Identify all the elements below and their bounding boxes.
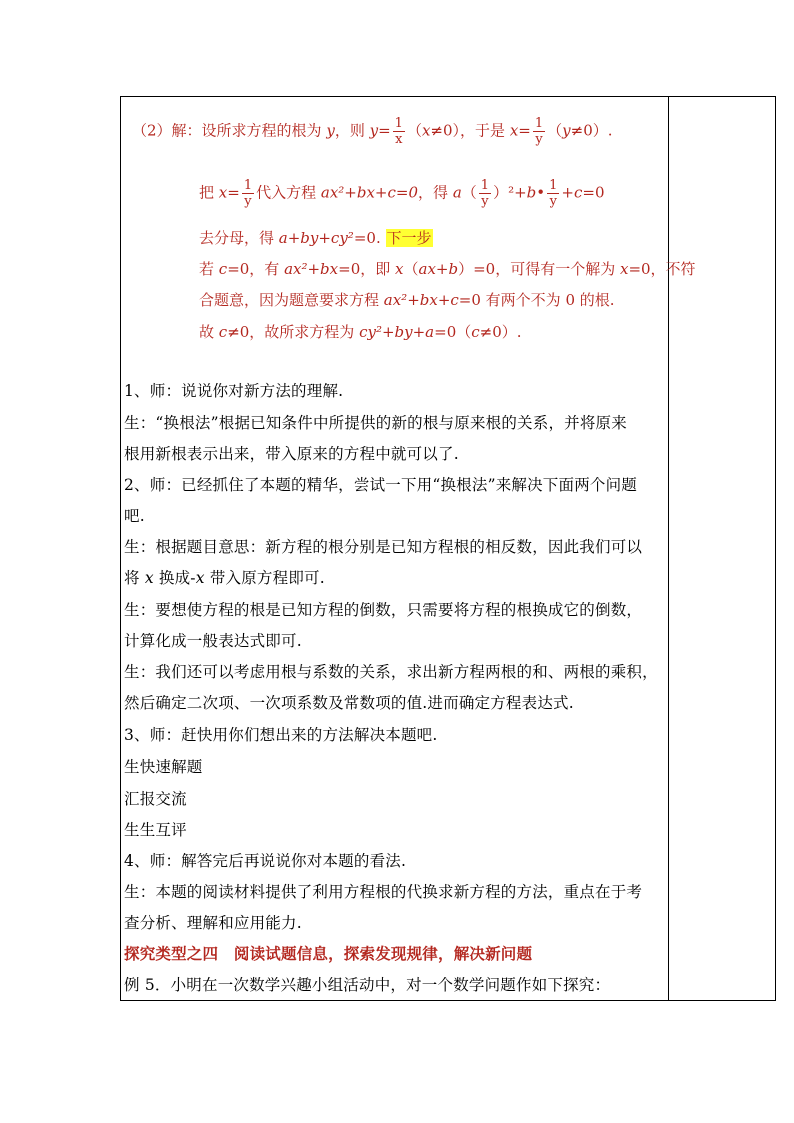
paragraph: 4、师：解答完后再说说你对本题的看法.: [124, 852, 407, 870]
solution-line-1: （2）解：设所求方程的根为 y，则 y= $\frac{1}{x}$ （x≠0），于是 x= $\frac{1}{y}$ （y≠0）.: [132, 116, 613, 147]
solution-line-3: 去分母，得 a+by+cy²=0. 下一步: [199, 229, 432, 247]
paragraph: 1、师：说说你对新方法的理解.: [124, 382, 344, 400]
paragraph: 3、师：赶快用你们想出来的方法解决本题吧.: [124, 726, 438, 744]
solution-line-4: 若 c=0，有 ax²+bx=0，即 x（ax+b）=0，可得有一个解为 x=0，不符: [199, 260, 696, 278]
paragraph: 根用新根表示出来，带入原来的方程中就可以了.: [124, 445, 459, 463]
paragraph: 生生互评: [124, 821, 187, 839]
paragraph: 然后确定二次项、一次项系数及常数项的值.进而确定方程表达式.: [124, 694, 574, 712]
paragraph: 生：我们还可以考虑用根与系数的关系，求出新方程两根的和、两根的乘积，: [124, 663, 658, 681]
paragraph: 吧.: [124, 507, 145, 525]
next-step-link[interactable]: 下一步: [386, 229, 432, 247]
paragraph: 生快速解题: [124, 758, 203, 776]
paragraph: 2、师：已经抓住了本题的精华，尝试一下用“换根法”来解决下面两个问题: [124, 476, 638, 494]
solution-line-6: 故 c≠0，故所求方程为 cy²+by+a=0（c≠0）.: [199, 323, 522, 341]
paragraph: 生：要想使方程的根是已知方程的倒数，只需要将方程的根换成它的倒数，: [124, 601, 643, 619]
section-heading: 探究类型之四 阅读试题信息，探索发现规律，解决新问题: [124, 944, 533, 963]
paragraph: 生：“换根法”根据已知条件中所提供的新的根与原来根的关系，并将原来: [124, 414, 627, 432]
solution-line-2: 把 x= $\frac{1}{y}$ 代入方程 ax²+bx+c=0，得 a（ $\frac{1}{y}$ ）²+b• $\frac{1}{y}$ +c=0: [199, 178, 605, 209]
paragraph: 计算化成一般表达式即可.: [124, 632, 302, 650]
column-divider: [668, 96, 669, 1001]
paragraph: 将 x 换成-x 带入原方程即可.: [124, 569, 325, 587]
solution-line-5: 合题意，因为题意要求方程 ax²+bx+c=0 有两个不为 0 的根.: [199, 291, 615, 309]
paragraph: 生：本题的阅读材料提供了利用方程根的代换求新方程的方法，重点在于考: [124, 883, 643, 901]
paragraph: 汇报交流: [124, 790, 187, 808]
paragraph: 查分析、理解和应用能力.: [124, 914, 302, 932]
paragraph: 例 5．小明在一次数学兴趣小组活动中，对一个数学问题作如下探究：: [124, 976, 611, 994]
paragraph: 生：根据题目意思：新方程的根分别是已知方程根的相反数，因此我们可以: [124, 538, 643, 556]
